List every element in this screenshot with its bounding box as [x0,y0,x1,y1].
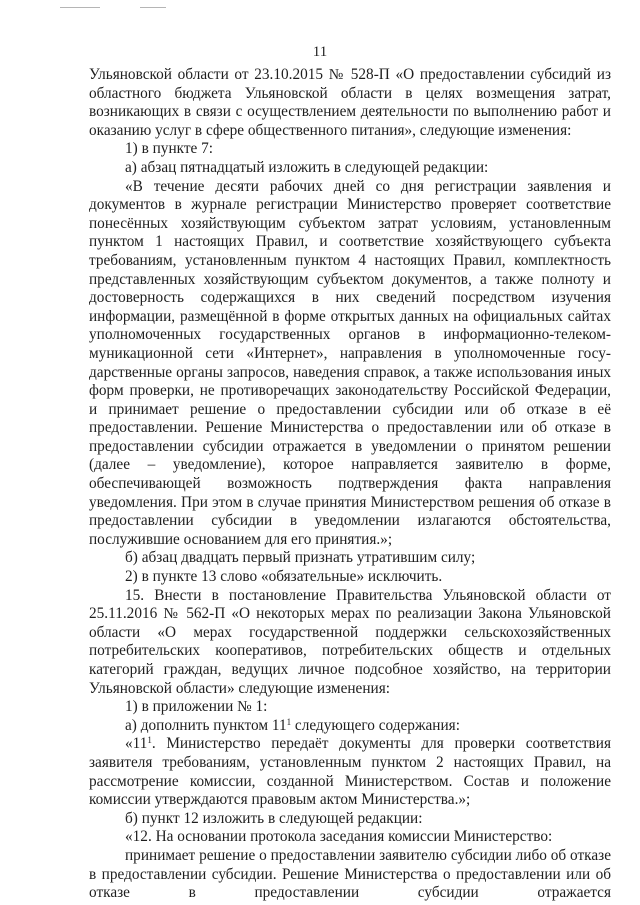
paragraph: 2) в пункте 13 слово «обязательные» исключить. [125,568,443,586]
scan-artifact-line [60,7,100,8]
paragraph: «В течение десяти рабочих дней со дня регистрации заявления и документов в журнале регистрации Министерство проверяет соответствие понесённых хозяйствующим субъектом затрат условиям, установленным пунктом 1 настоящих Правил, и соответствие хозяйствующего субъекта требованиям, установленным пунктом 4 настоящих Правил, комплектность представленных хозяйствующим субъектом документов, а также полноту и достоверность содержащихся в них сведений посредством изучения информации, размещённой в форме открытых данных на официальных сайтах уполномоченных государственных органов в информационно-телеком-муникационной сети «Интернет», направления в уполномоченные госу-дарственные органы запросов, наведения справок, а также использования иных форм проверки, не противоречащих законодательству Российской Федерации, и принимает решение о предоставлении субсидии или об отказе в её предоставлении. Решение Министерства о предоставлении или об отказе в предоставлении субсидии отражается в уведомлении о принятом решении (далее – уведомление), которое направляется заявителю в форме, обеспечивающей возможность подтверждения факта направления уведомления. При этом в случае принятия Министерством решения об отказе в предоставлении субсидии в уведомлении излагаются обстоятельства, послужившие основанием для его принятия.»; [89,177,611,548]
paragraph: б) пункт 12 изложить в следующей редакции: [125,809,423,827]
document-body [89,66,611,903]
paragraph [89,717,611,736]
page-number: 11 [312,44,328,60]
paragraph: принимает решение о предоставлении заявителю субсидии либо об отказе в предоставлении субсидии. Решение Министерства о предоставлении или об отказе в предоставлении субсидии отражается [89,846,611,902]
paragraph: «12. На основании протокола заседания комиссии Министерство: [125,828,553,846]
paragraph-text: . Министерство передаёт документы для проверки соответствия заявителя требованиям, установленным пунктом 2 настоящих Правил, на рассмотрение комиссии, созданной Министерством. Состав и положение комиссии утверждаются правовым актом Министерства.»; [89,735,611,809]
superscript: 1 [147,735,152,746]
paragraph: 1) в пункте 7: [125,140,214,158]
paragraph: Ульяновской области от 23.10.2015 № 528-П «О предоставлении субсидий из областного бюджета Ульяновской области в целях возмещения затрат, возникающих в связи с осуществлением деятельности по выполнению работ и оказанию услуг в сфере общественного питания», следующие изменения: [89,66,611,139]
paragraph: б) абзац двадцать первый признать утратившим силу; [125,549,476,567]
paragraph: 1) в приложении № 1: [125,698,268,716]
paragraph-text: «11 [125,735,148,753]
paragraph: а) абзац пятнадцатый изложить в следующей редакции: [125,158,489,176]
scan-artifact-line [140,7,166,8]
paragraph-text: следующего содержания: [291,716,460,734]
paragraph-text: а) дополнить пунктом 11 [125,716,287,734]
paragraph: 15. Внести в постановление Правительства Ульяновской области от 25.11.2016 № 562-П «О некоторых мерах по реализации Закона Ульяновской области «О мерах государственной поддержки сельскохозяйственных потребительских кооперативов, потребительских обществ и отдельных категорий граждан, ведущих личное подсобное хозяйство, на территории Ульяновской области» следующие изменения: [89,586,611,697]
paragraph [89,735,611,809]
superscript: 1 [286,716,292,727]
